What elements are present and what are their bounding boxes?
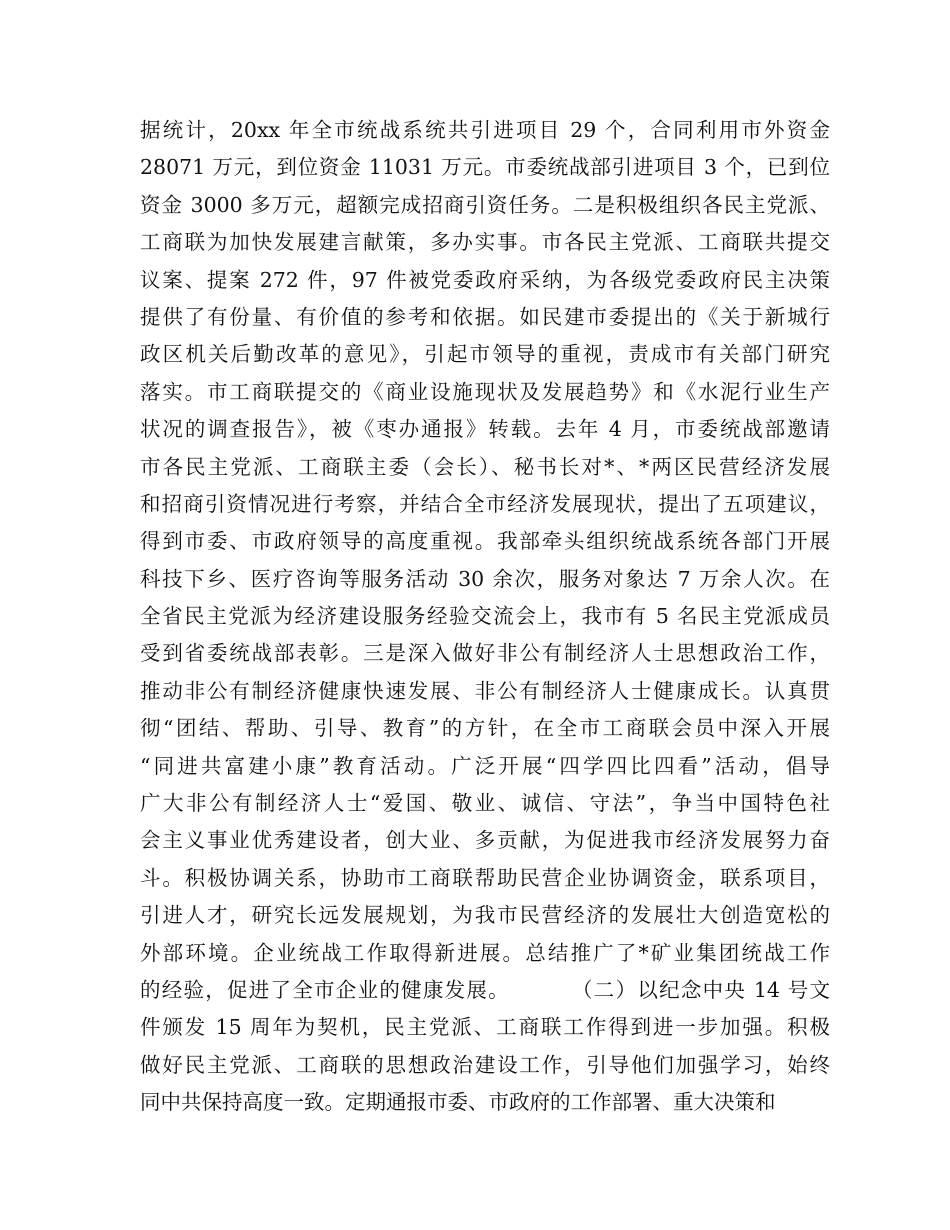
text-line: 政区机关后勤改革的意见》，引起市领导的重视，责成市有关部门研究 — [140, 342, 830, 367]
text-line: 做好民主党派、工商联的思想政治建设工作，引导他们加强学习，始终 — [140, 1052, 830, 1077]
text-line: 推动非公有制经济健康快速发展、非公有制经济人士健康成长。认真贯 — [140, 678, 830, 703]
text-line: 引进人才，研究长远发展规划，为我市民营经济的发展壮大创造宽松的 — [140, 903, 830, 928]
text-line: 28071 万元，到位资金 11031 万元。市委统战部引进项目 3 个，已到位 — [140, 155, 830, 180]
text-line: “同进共富建小康”教育活动。广泛开展“四学四比四看”活动，倡导 — [140, 753, 830, 778]
text-line: 和招商引资情况进行考察，并结合全市经济发展现状，提出了五项建议， — [140, 491, 830, 516]
text-line: 斗。积极协调关系，协助市工商联帮助民营企业协调资金，联系项目， — [140, 865, 830, 890]
text-line: 议案、提案 272 件，97 件被党委政府采纳，为各级党委政府民主决策 — [140, 267, 830, 292]
text-line: 广大非公有制经济人士“爱国、敬业、诚信、守法”，争当中国特色社 — [140, 791, 830, 816]
text-line: 资金 3000 多万元，超额完成招商引资任务。二是积极组织各民主党派、 — [140, 192, 830, 217]
text-line: 会主义事业优秀建设者，创大业、多贡献，为促进我市经济发展努力奋 — [140, 828, 830, 853]
body-text — [140, 112, 830, 1122]
text-line: 受到省委统战部表彰。三是深入做好非公有制经济人士思想政治工作， — [140, 641, 830, 666]
text-line: 据统计，20xx 年全市统战系统共引进项目 29 个，合同利用市外资金 — [140, 118, 830, 142]
text-line: 状况的调查报告》，被《枣办通报》转载。去年 4 月，市委统战部邀请 — [140, 417, 830, 442]
text-line: 落实。市工商联提交的《商业设施现状及发展趋势》和《水泥行业生产 — [140, 379, 830, 404]
text-line: 工商联为加快发展建言献策，多办实事。市各民主党派、工商联共提交 — [140, 230, 830, 255]
text-line: 件颁发 15 周年为契机，民主党派、工商联工作得到进一步加强。积极 — [140, 1015, 830, 1040]
text-line: 彻“团结、帮助、引导、教育”的方针，在全市工商联会员中深入开展 — [140, 716, 830, 741]
text-line: 全省民主党派为经济建设服务经验交流会上，我市有 5 名民主党派成员 — [140, 604, 830, 629]
text-line: 科技下乡、医疗咨询等服务活动 30 余次，服务对象达 7 万余人次。在 — [140, 566, 830, 591]
text-line: 市各民主党派、工商联主委（会长）、秘书长对*、*两区民营经济发展 — [140, 454, 830, 479]
text-line: 得到市委、市政府领导的高度重视。我部牵头组织统战系统各部门开展 — [140, 529, 830, 554]
text-line: 的经验，促进了全市企业的健康发展。 （二）以纪念中央 14 号文 — [140, 977, 830, 1002]
text-line: 同中共保持高度一致。定期通报市委、市政府的工作部署、重大决策和 — [140, 1090, 776, 1115]
text-line: 外部环境。企业统战工作取得新进展。总结推广了*矿业集团统战工作 — [140, 940, 830, 965]
text-line: 提供了有份量、有价值的参考和依据。如民建市委提出的《关于新城行 — [140, 304, 830, 329]
